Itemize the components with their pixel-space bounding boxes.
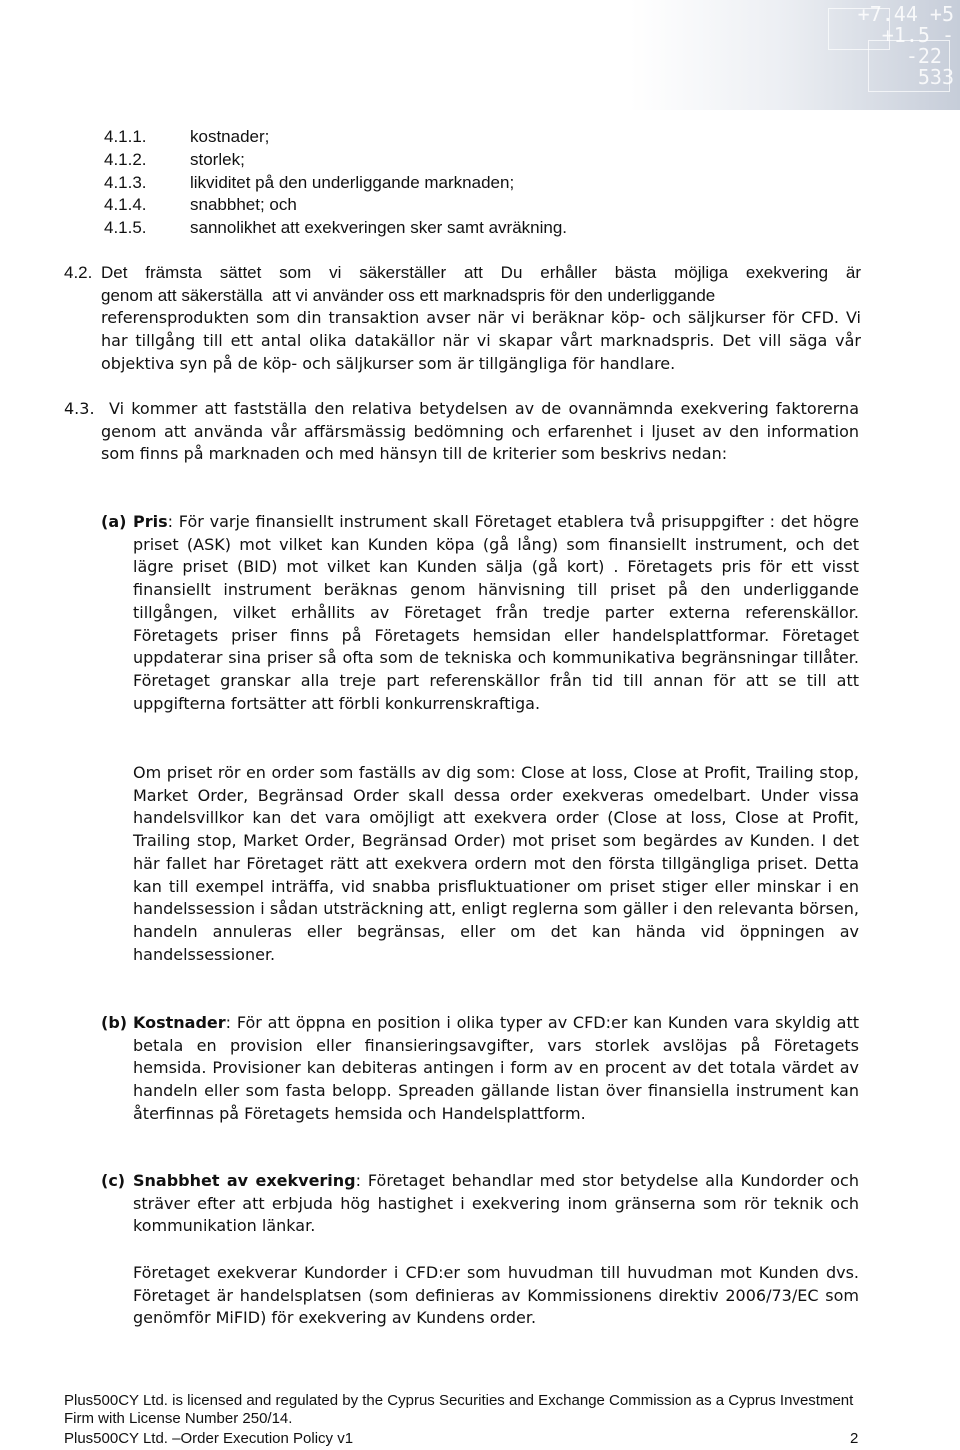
- decorative-numbers: +7.44 +5 +1.5 - -22 533: [857, 2, 954, 89]
- section-4-3-text: Vi kommer att fastställa den relativa betydelsen av de ovannämnda exekvering faktorerna genom att använda vår affärsmässig bedömning och erfarenhet i ljuset av den information som finns på marknaden och med hänsyn till de kriterier som beskrivs nedan:: [101, 399, 859, 464]
- item-c-text: Snabbhet av exekvering: Företaget behandlar med stor betydelse alla Kundorder och sträver efter att erbjuda hög hastighet i exekvering inom gränserna som rör teknik och kommunikation länkar.: [133, 1171, 859, 1236]
- footer-line: Plus500CY Ltd. is licensed and regulated by the Cyprus Securities and Exchange Commission as a Cyprus Investment: [64, 1392, 854, 1409]
- item-marker: (b): [101, 1013, 128, 1032]
- item-a-paragraph-2: Om priset rör en order som faställs av dig som: Close at loss, Close at Profit, Trailing stop, Market Order, Begränsad Order skall dessa order exekveras omedelbart. Under vissa handelsvillkor kan det vara omöjligt att exekvera order (Close at loss, Close at Profit, Trailing stop, Market Order, Begränsad Order) mot priset som begärdes av Kunden. I det här fallet har Företaget rätt att exekvera ordern mot den första tillgängliga priset. Detta kan till exempel inträffa, vid snabba prisfluktuationer om priset stiger eller minskar i en handelssession i sådan utsträckning att, enligt reglerna som gäller i den relevanta börsen, handeln annuleras eller begränsas, eller om det kan hända vid öppningen av handelssessioner.: [133, 763, 859, 964]
- footer-line: Firm with License Number 250/14.: [64, 1410, 293, 1427]
- item-a-text: Pris: För varje finansiellt instrument skall Företaget etablera två prisuppgifter : det högre priset (ASK) mot vilket kan Kunden köpa (gå lång) som finansiellt instrument, och det lägre priset (BID) mot vilket kan Kunden sälja (gå kort) . Företagets pris för ett visst finansiellt instrument beräknas genom hänvisning till priset på den underliggande tillgången, vilket erhållits av Företaget från tredje parter externa referenskällor. Företagets priser finns på Företagets hemsidan eller handelsplattformar. Företaget uppdaterar sina priser så ofta som de tekniska och kommunikativa begränsningar tillåter. Företaget granskar alla treje part referenskällor från tid till annan för att se till att uppgifterna fortsätter att förbli konkurrenskraftiga.: [133, 512, 859, 713]
- page-number: 2: [850, 1430, 859, 1447]
- section-4-2-text: Det främsta sättet som vi säkerställer att Du erhåller bästa möjliga exekvering är genom att säkerställa att vi använder oss ett marknadspris för den underliggande referensprodukten som din transaktion avser när vi beräknar köp- och säljkurser för CFD. Vi har tillgång till ett antal olika datakällor när vi skapar vårt marknadspris. Det vill säga vår objektiva syn på de köp- och säljkurser som är tillgängliga för handlare.: [101, 263, 861, 373]
- item-c-paragraph-2: Företaget exekverar Kundorder i CFD:er som huvudman till huvudman mot Kunden dvs. Företaget är handelsplatsen (som definieras av Kommissionens direktiv 2006/73/EC som genömför MiFID) för exekvering av Kundens order.: [133, 1263, 859, 1328]
- footer-title: Plus500CY Ltd. –Order Execution Policy v1: [64, 1430, 354, 1447]
- section-number: 4.2.: [64, 263, 93, 282]
- item-b-text: Kostnader: För att öppna en position i olika typer av CFD:er kan Kunden vara skyldig att betala en provision eller finansieringsavgifter, vars storlek avslöjas på Företagets hemsida. Provisioner kan debiteras antingen i form av en procent av det totala värdet av handeln eller som fasta belopp. Spreaden gällande listan över finansiella instrument kan återfinnas på Företagets hemsida och Handelsplattform.: [133, 1013, 859, 1123]
- header-decoration: [630, 0, 960, 110]
- item-marker: (c): [101, 1171, 126, 1190]
- item-marker: (a): [101, 512, 127, 531]
- section-number: 4.3.: [64, 399, 95, 418]
